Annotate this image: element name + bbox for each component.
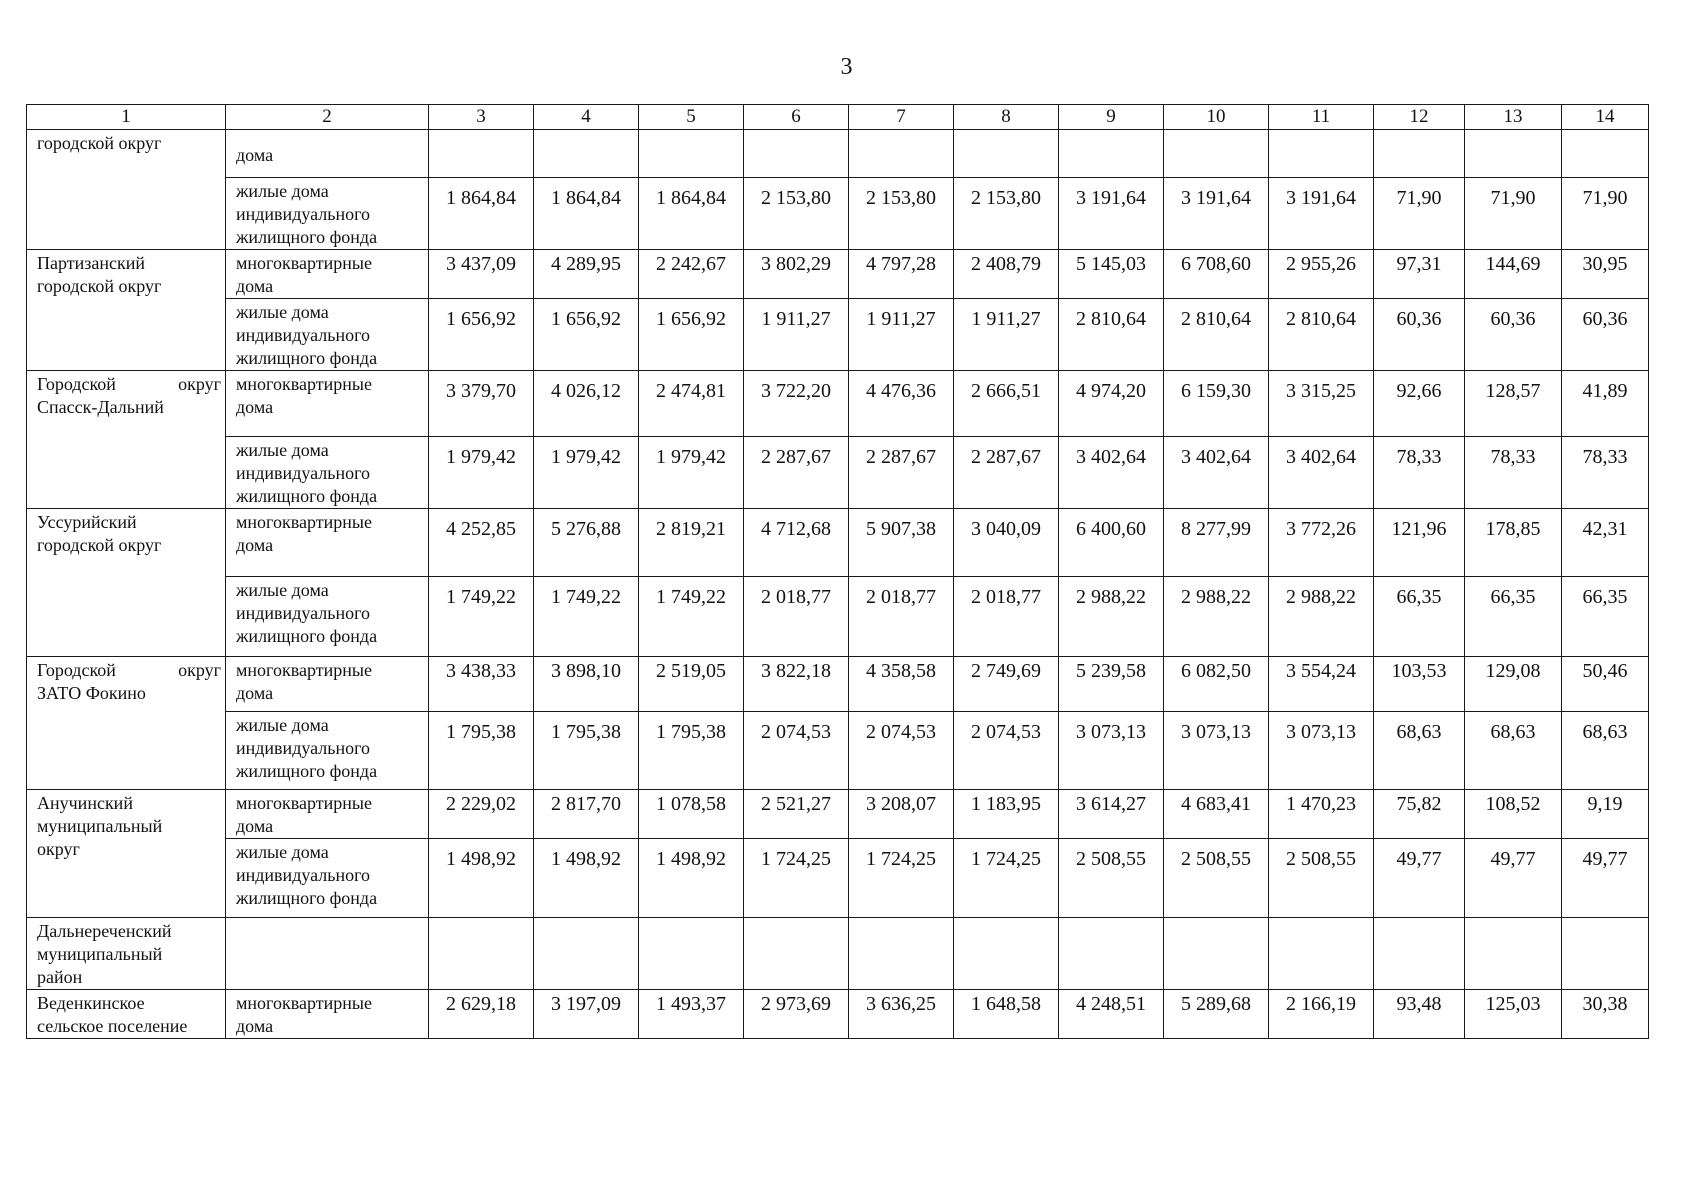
table-row [27,839,1649,918]
territory-name-line: городской округ [37,276,162,296]
value-cell: 49,77 [1465,839,1562,918]
value-cell [1164,918,1269,990]
table-row [27,657,1649,712]
value-cell: 66,35 [1465,577,1562,657]
table-row [27,990,1649,1039]
tariff-table [26,104,1649,1039]
value-cell: 1 656,92 [534,299,639,371]
territory-name-line: Уссурийский [37,512,137,532]
housing-type-line: индивидуального [236,603,371,623]
housing-type-line: жилищного фонда [236,888,378,908]
value-cell: 41,89 [1562,371,1649,437]
value-cell: 92,66 [1374,371,1465,437]
territory-name-line: округ [37,839,80,859]
value-cell [849,130,954,178]
value-cell: 2 521,27 [744,790,849,839]
value-cell [429,918,534,990]
value-cell: 2 408,79 [954,250,1059,299]
value-cell: 1 979,42 [639,437,744,509]
value-cell: 97,31 [1374,250,1465,299]
territory-name-part: Городской [37,374,116,394]
value-cell: 2 508,55 [1164,839,1269,918]
page-number: 3 [840,54,853,80]
value-cell: 60,36 [1562,299,1649,371]
value-cell [744,918,849,990]
value-cell: 2 229,02 [429,790,534,839]
value-cell: 49,77 [1374,839,1465,918]
column-header: 6 [744,105,849,130]
table-row [27,509,1649,577]
value-cell: 4 974,20 [1059,371,1164,437]
value-cell: 103,53 [1374,657,1465,712]
value-cell: 2 629,18 [429,990,534,1039]
housing-type-line: многоквартирные [236,660,372,680]
housing-type-line: дома [236,1016,274,1036]
value-cell [744,130,849,178]
value-cell [1269,130,1374,178]
value-cell: 2 287,67 [849,437,954,509]
value-cell: 4 683,41 [1164,790,1269,839]
value-cell: 1 795,38 [534,712,639,790]
territory-name-line: муниципальный [37,816,163,836]
value-cell: 71,90 [1562,178,1649,250]
value-cell: 3 379,70 [429,371,534,437]
value-cell: 5 239,58 [1059,657,1164,712]
housing-type-line: жилые дома [236,842,329,862]
column-header: 12 [1374,105,1465,130]
housing-type-line: жилищного фонда [236,227,378,247]
value-cell [1465,130,1562,178]
value-cell: 2 074,53 [849,712,954,790]
value-cell: 178,85 [1465,509,1562,577]
value-cell: 3 822,18 [744,657,849,712]
value-cell: 2 819,21 [639,509,744,577]
housing-type-cell [226,178,429,250]
value-cell: 6 400,60 [1059,509,1164,577]
territory-name-line: Партизанский [37,253,145,273]
value-cell: 2 988,22 [1269,577,1374,657]
value-cell: 66,35 [1562,577,1649,657]
value-cell: 3 402,64 [1059,437,1164,509]
value-cell: 128,57 [1465,371,1562,437]
territory-name-line [37,373,221,396]
value-cell: 1 498,92 [639,839,744,918]
value-cell [1059,918,1164,990]
housing-type-cell [226,299,429,371]
territory-name-cell [27,790,226,918]
value-cell: 1 911,27 [954,299,1059,371]
value-cell: 3 040,09 [954,509,1059,577]
territory-name-line: Анучинский [37,793,133,813]
value-cell: 144,69 [1465,250,1562,299]
value-cell: 6 082,50 [1164,657,1269,712]
value-cell: 93,48 [1374,990,1465,1039]
value-cell: 2 287,67 [954,437,1059,509]
value-cell: 3 402,64 [1164,437,1269,509]
value-cell: 1 864,84 [429,178,534,250]
territory-name-line: Веденкинское [37,993,145,1013]
value-cell: 75,82 [1374,790,1465,839]
territory-name-cell [27,250,226,371]
value-cell: 1 979,42 [534,437,639,509]
housing-type-cell [226,577,429,657]
housing-type-line: индивидуального [236,325,371,345]
value-cell: 1 749,22 [639,577,744,657]
value-cell: 78,33 [1374,437,1465,509]
value-cell: 3 191,64 [1269,178,1374,250]
value-cell: 66,35 [1374,577,1465,657]
value-cell: 1 864,84 [534,178,639,250]
value-cell: 3 772,26 [1269,509,1374,577]
territory-name-part: Городской [37,660,116,680]
value-cell: 1 656,92 [429,299,534,371]
value-cell: 1 795,38 [429,712,534,790]
territory-name-cell [27,657,226,790]
housing-type-line: дома [236,276,274,296]
value-cell [534,130,639,178]
value-cell: 2 508,55 [1269,839,1374,918]
column-header: 5 [639,105,744,130]
value-cell: 1 656,92 [639,299,744,371]
table-row [27,712,1649,790]
value-cell [1374,918,1465,990]
value-cell: 4 797,28 [849,250,954,299]
table-row [27,299,1649,371]
value-cell: 68,63 [1374,712,1465,790]
value-cell: 2 018,77 [849,577,954,657]
housing-type-line: жилые дома [236,715,329,735]
value-cell: 2 817,70 [534,790,639,839]
table-row [27,577,1649,657]
column-header: 7 [849,105,954,130]
value-cell: 3 208,07 [849,790,954,839]
value-cell [954,130,1059,178]
territory-name-cell [27,371,226,509]
value-cell: 78,33 [1465,437,1562,509]
value-cell: 1 911,27 [744,299,849,371]
housing-type-line: дома [236,683,274,703]
value-cell: 2 955,26 [1269,250,1374,299]
value-cell: 2 242,67 [639,250,744,299]
value-cell: 1 078,58 [639,790,744,839]
value-cell: 5 289,68 [1164,990,1269,1039]
value-cell: 4 476,36 [849,371,954,437]
value-cell: 3 073,13 [1059,712,1164,790]
housing-type-line: индивидуального [236,204,371,224]
value-cell: 121,96 [1374,509,1465,577]
territory-name-line: район [37,967,83,987]
housing-type-line: жилые дома [236,440,329,460]
value-cell: 2 810,64 [1269,299,1374,371]
territory-name-line: муниципальный [37,944,163,964]
value-cell: 2 074,53 [954,712,1059,790]
value-cell: 4 026,12 [534,371,639,437]
value-cell: 1 979,42 [429,437,534,509]
value-cell: 1 498,92 [429,839,534,918]
value-cell: 9,19 [1562,790,1649,839]
value-cell: 1 724,25 [849,839,954,918]
value-cell: 3 722,20 [744,371,849,437]
housing-type-line: многоквартирные [236,253,372,273]
column-header: 13 [1465,105,1562,130]
value-cell: 3 437,09 [429,250,534,299]
value-cell: 1 749,22 [534,577,639,657]
housing-type-cell [226,250,429,299]
value-cell: 1 724,25 [744,839,849,918]
value-cell: 68,63 [1562,712,1649,790]
column-header: 1 [27,105,226,130]
housing-type-cell [226,712,429,790]
value-cell: 2 810,64 [1059,299,1164,371]
column-header: 9 [1059,105,1164,130]
housing-type-line: многоквартирные [236,374,372,394]
value-cell [639,130,744,178]
value-cell: 4 252,85 [429,509,534,577]
value-cell [1562,130,1649,178]
value-cell: 2 474,81 [639,371,744,437]
value-cell: 30,38 [1562,990,1649,1039]
territory-name-line [37,659,221,682]
table-row [27,371,1649,437]
value-cell: 1 470,23 [1269,790,1374,839]
value-cell: 3 438,33 [429,657,534,712]
value-cell: 1 911,27 [849,299,954,371]
value-cell: 2 153,80 [849,178,954,250]
value-cell: 6 708,60 [1164,250,1269,299]
value-cell: 125,03 [1465,990,1562,1039]
territory-name-line: ЗАТО Фокино [37,683,146,703]
table-row [27,790,1649,839]
value-cell: 5 145,03 [1059,250,1164,299]
value-cell: 60,36 [1374,299,1465,371]
table-row [27,918,1649,990]
table-row [27,250,1649,299]
value-cell: 2 018,77 [954,577,1059,657]
value-cell: 2 018,77 [744,577,849,657]
value-cell [849,918,954,990]
value-cell: 2 153,80 [744,178,849,250]
table-row [27,130,1649,178]
value-cell: 3 191,64 [1059,178,1164,250]
column-header: 10 [1164,105,1269,130]
value-cell: 3 554,24 [1269,657,1374,712]
value-cell: 3 315,25 [1269,371,1374,437]
table-row [27,437,1649,509]
value-cell: 68,63 [1465,712,1562,790]
housing-type-line: дома [236,535,274,555]
column-header: 4 [534,105,639,130]
territory-name-part: округ [178,374,221,394]
column-header: 14 [1562,105,1649,130]
housing-type-line: жилищного фонда [236,486,378,506]
housing-type-cell [226,839,429,918]
territory-name-part: округ [178,660,221,680]
value-cell: 1 795,38 [639,712,744,790]
housing-type-cell [226,371,429,437]
housing-type-line: дома [236,145,274,165]
value-cell: 1 724,25 [954,839,1059,918]
value-cell: 30,95 [1562,250,1649,299]
value-cell: 2 666,51 [954,371,1059,437]
housing-type-line: индивидуального [236,865,371,885]
column-number-header-row [27,105,1649,130]
value-cell: 3 402,64 [1269,437,1374,509]
value-cell: 2 153,80 [954,178,1059,250]
column-header: 2 [226,105,429,130]
column-header: 11 [1269,105,1374,130]
territory-name-cell [27,130,226,250]
value-cell: 1 864,84 [639,178,744,250]
territory-name-line: сельское поселение [37,1016,188,1036]
value-cell: 2 749,69 [954,657,1059,712]
territory-name-line: городской округ [37,133,162,153]
value-cell: 2 074,53 [744,712,849,790]
value-cell: 1 648,58 [954,990,1059,1039]
value-cell [954,918,1059,990]
housing-type-line: дома [236,397,274,417]
value-cell: 3 191,64 [1164,178,1269,250]
value-cell: 5 907,38 [849,509,954,577]
value-cell: 2 973,69 [744,990,849,1039]
value-cell: 60,36 [1465,299,1562,371]
territory-name-line: Спасск-Дальний [37,397,164,417]
value-cell: 3 197,09 [534,990,639,1039]
value-cell: 4 712,68 [744,509,849,577]
value-cell: 2 810,64 [1164,299,1269,371]
territory-name-cell [27,918,226,990]
housing-type-cell [226,790,429,839]
housing-type-line: жилые дома [236,181,329,201]
value-cell: 71,90 [1465,178,1562,250]
territory-name-line: городской округ [37,535,162,555]
value-cell [534,918,639,990]
value-cell: 129,08 [1465,657,1562,712]
value-cell: 3 636,25 [849,990,954,1039]
housing-type-line: жилищного фонда [236,761,378,781]
value-cell [1059,130,1164,178]
value-cell [1164,130,1269,178]
housing-type-cell [226,918,429,990]
value-cell [639,918,744,990]
housing-type-line: жилые дома [236,580,329,600]
housing-type-line: многоквартирные [236,793,372,813]
value-cell: 1 749,22 [429,577,534,657]
housing-type-line: индивидуального [236,463,371,483]
housing-type-cell [226,509,429,577]
value-cell [1269,918,1374,990]
value-cell: 1 183,95 [954,790,1059,839]
value-cell: 1 498,92 [534,839,639,918]
value-cell [1465,918,1562,990]
territory-name-cell [27,990,226,1039]
value-cell: 49,77 [1562,839,1649,918]
value-cell: 108,52 [1465,790,1562,839]
column-header: 8 [954,105,1059,130]
housing-type-line: индивидуального [236,738,371,758]
housing-type-cell [226,990,429,1039]
value-cell: 3 898,10 [534,657,639,712]
territory-name-cell [27,509,226,657]
housing-type-cell [226,657,429,712]
value-cell: 4 358,58 [849,657,954,712]
value-cell: 8 277,99 [1164,509,1269,577]
value-cell: 3 802,29 [744,250,849,299]
value-cell: 2 988,22 [1059,577,1164,657]
territory-name-line: Дальнереченский [37,921,172,941]
housing-type-cell [226,130,429,178]
value-cell: 3 073,13 [1269,712,1374,790]
value-cell: 6 159,30 [1164,371,1269,437]
value-cell: 78,33 [1562,437,1649,509]
value-cell: 3 073,13 [1164,712,1269,790]
housing-type-line: многоквартирные [236,993,372,1013]
value-cell: 3 614,27 [1059,790,1164,839]
housing-type-line: многоквартирные [236,512,372,532]
value-cell [429,130,534,178]
housing-type-line: жилые дома [236,302,329,322]
value-cell: 5 276,88 [534,509,639,577]
value-cell: 71,90 [1374,178,1465,250]
value-cell: 2 508,55 [1059,839,1164,918]
value-cell: 50,46 [1562,657,1649,712]
value-cell [1374,130,1465,178]
housing-type-line: дома [236,816,274,836]
column-header: 3 [429,105,534,130]
table-row [27,178,1649,250]
housing-type-line: жилищного фонда [236,626,378,646]
table-body [27,105,1649,1039]
value-cell: 2 166,19 [1269,990,1374,1039]
value-cell: 4 248,51 [1059,990,1164,1039]
housing-type-line: жилищного фонда [236,348,378,368]
value-cell: 42,31 [1562,509,1649,577]
value-cell: 2 988,22 [1164,577,1269,657]
value-cell: 1 493,37 [639,990,744,1039]
value-cell [1562,918,1649,990]
value-cell: 2 287,67 [744,437,849,509]
housing-type-cell [226,437,429,509]
value-cell: 4 289,95 [534,250,639,299]
value-cell: 2 519,05 [639,657,744,712]
